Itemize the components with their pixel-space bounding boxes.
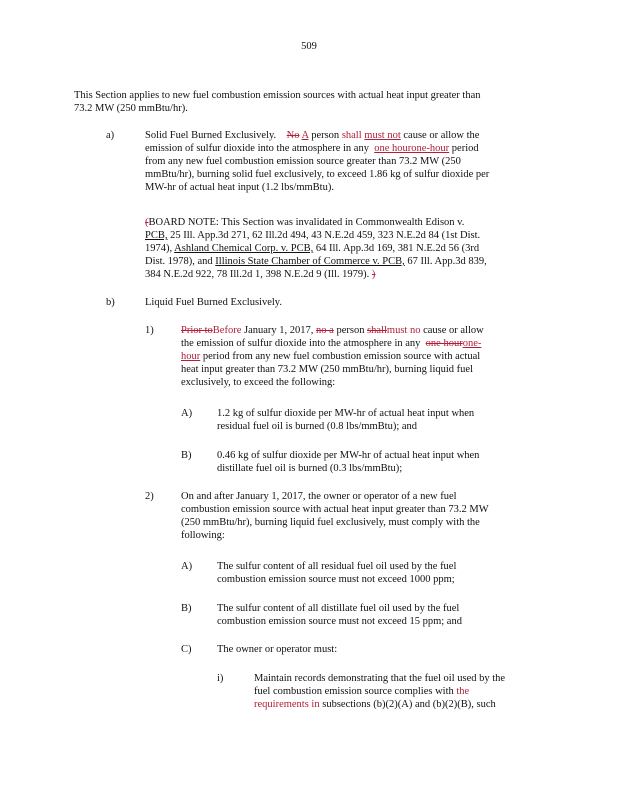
case-citation: Illinois State Chamber of Commerce v. PCB, (215, 256, 405, 267)
item-1-paragraph (181, 324, 561, 389)
inserted-text: the (456, 686, 470, 697)
text-run: Dist. 1978), and (145, 256, 213, 267)
inserted-text: one hourone-hour (374, 143, 450, 154)
subsection-a-heading: Solid Fuel Burned Exclusively. (145, 130, 277, 141)
text-run: 1974), (145, 243, 173, 254)
text-run: period (451, 143, 479, 154)
inserted-text: must no (386, 325, 421, 336)
intro-paragraph (74, 89, 554, 115)
item-2-line-4: following: (181, 530, 225, 541)
case-citation: Ashland Chemical Corp. v. PCB, (174, 243, 314, 254)
board-note-line-2 (145, 229, 565, 242)
item-2-line-1: On and after January 1, 2017, the owner or operator of a new fuel (181, 491, 457, 502)
item-1-line-4: heat input greater than 73.2 MW (250 mmBtu/hr), burning liquid fuel (181, 364, 474, 375)
item-1A-paragraph (217, 407, 557, 433)
board-note-line-5 (145, 268, 565, 281)
text-run: person (311, 130, 340, 141)
inserted-text: hour (181, 351, 201, 362)
item-2A-line-1: The sulfur content of all residual fuel oil used by the fuel (217, 561, 457, 572)
item-2-marker: 2) (145, 491, 154, 502)
text-run: emission of sulfur dioxide into the atmosphere in any (145, 143, 369, 154)
intro-line-2: 73.2 MW (250 mmBtu/hr). (74, 103, 188, 114)
item-2B-line-2: combustion emission source must not exceed 15 ppm; and (217, 616, 462, 627)
subsection-a-line-2 (145, 142, 565, 155)
item-2B-line-1: The sulfur content of all distillate fuel oil used by the fuel (217, 603, 460, 614)
text-run: January 1, 2017, (244, 325, 314, 336)
text-run: fuel combustion emission source complies with (254, 686, 454, 697)
text-run: 25 Ill. App.3d 271, 62 Ill.2d 494, 43 N.E.2d 459, 323 N.E.2d 84 (1st Dist. (170, 230, 481, 241)
board-note-line-1 (145, 216, 565, 229)
page-number: 509 (301, 41, 317, 52)
text-run: 67 Ill. App.3d 839, (407, 256, 487, 267)
inserted-text: one- (462, 338, 482, 349)
item-1-line-5: exclusively, to exceed the following: (181, 377, 336, 388)
subsection-a-marker: a) (106, 130, 115, 141)
deleted-text: No (286, 130, 300, 141)
item-2-line-3: (250 mmBtu/hr), burning liquid fuel exclusively, must comply with the (181, 517, 480, 528)
text-run: person (336, 325, 365, 336)
item-1-marker: 1) (145, 325, 154, 336)
item-2C-marker: C) (181, 644, 192, 655)
text-run: 384 N.E.2d 922, 78 Ill.2d 1, 398 N.E.2d 9 (Ill. 1979). (145, 269, 370, 280)
subsection-b-heading: Liquid Fuel Burned Exclusively. (145, 297, 282, 308)
item-2A-marker: A) (181, 561, 193, 572)
text-run: cause or allow the (403, 130, 480, 141)
deleted-text: shall (367, 325, 387, 336)
item-2Ci-marker: i) (217, 673, 224, 684)
inserted-text: requirements in (254, 699, 320, 710)
inserted-text: Before (212, 325, 242, 336)
item-1-line-2 (181, 337, 561, 350)
subsection-a-line-4: mmBtu/hr), burning solid fuel exclusively, to exceed 1.86 kg of sulfur dioxide per (145, 169, 490, 180)
item-2Ci-line-1: Maintain records demonstrating that the fuel oil used by the (254, 673, 506, 684)
item-2Ci-line-3 (254, 698, 554, 711)
item-1A-line-1: 1.2 kg of sulfur dioxide per MW-hr of actual heat input when (217, 408, 475, 419)
deleted-text: ) (371, 269, 376, 280)
subsection-a-line-3: from any new fuel combustion emission source greater than 73.2 MW (250 (145, 156, 461, 167)
item-1A-marker: A) (181, 408, 193, 419)
text-run: cause or allow (423, 325, 484, 336)
case-citation: PCB, (145, 230, 168, 241)
item-2-line-2: combustion emission source with actual heat input greater than 73.2 MW (181, 504, 489, 515)
inserted-text: A (301, 130, 309, 141)
deleted-text: Prior to (181, 325, 213, 336)
item-2A-paragraph (217, 560, 557, 586)
text-run: the emission of sulfur dioxide into the atmosphere in any (181, 338, 421, 349)
board-note-line-3 (145, 242, 565, 255)
inserted-text: must not (364, 130, 401, 141)
item-1B-paragraph (217, 449, 557, 475)
item-1-line-3 (181, 350, 561, 363)
text-run: BOARD NOTE: This Section was invalidated in Commonwealth Edison v. (148, 217, 465, 228)
text-run: subsections (b)(2)(A) and (b)(2)(B), such (322, 699, 496, 710)
subsection-a-line-5: MW-hr of actual heat input (1.2 lbs/mmBtu). (145, 182, 334, 193)
item-1-line-1 (181, 324, 561, 337)
deleted-text: one hour (425, 338, 463, 349)
text-run: 64 Ill. App.3d 169, 381 N.E.2d 56 (3rd (315, 243, 480, 254)
deleted-text: no a (316, 325, 334, 336)
board-note-line-4 (145, 255, 565, 268)
text-run: period from any new fuel combustion emission source with actual (202, 351, 481, 362)
board-note (145, 216, 565, 281)
item-2A-line-2: combustion emission source must not exceed 1000 ppm; (217, 574, 455, 585)
intro-line-1: This Section applies to new fuel combustion emission sources with actual heat input greater than (74, 90, 481, 101)
item-1B-line-2: distillate fuel oil is burned (0.3 lbs/mmBtu); (217, 463, 403, 474)
subsection-a-line-1 (145, 129, 565, 142)
item-1B-marker: B) (181, 450, 192, 461)
item-2B-paragraph (217, 602, 557, 628)
inserted-text: shall (341, 130, 362, 141)
subsection-b-marker: b) (106, 297, 115, 308)
item-2Ci-paragraph (254, 672, 554, 711)
item-2-paragraph (181, 490, 561, 542)
subsection-a-paragraph (145, 129, 565, 194)
item-1A-line-2: residual fuel oil is burned (0.8 lbs/mmBtu); and (217, 421, 418, 432)
item-1B-line-1: 0.46 kg of sulfur dioxide per MW-hr of actual heat input when (217, 450, 480, 461)
item-2Ci-line-2 (254, 685, 554, 698)
item-2B-marker: B) (181, 603, 192, 614)
item-2C-paragraph (217, 643, 557, 656)
item-2C-line-1: The owner or operator must: (217, 644, 338, 655)
deleted-text: ( (145, 217, 149, 228)
